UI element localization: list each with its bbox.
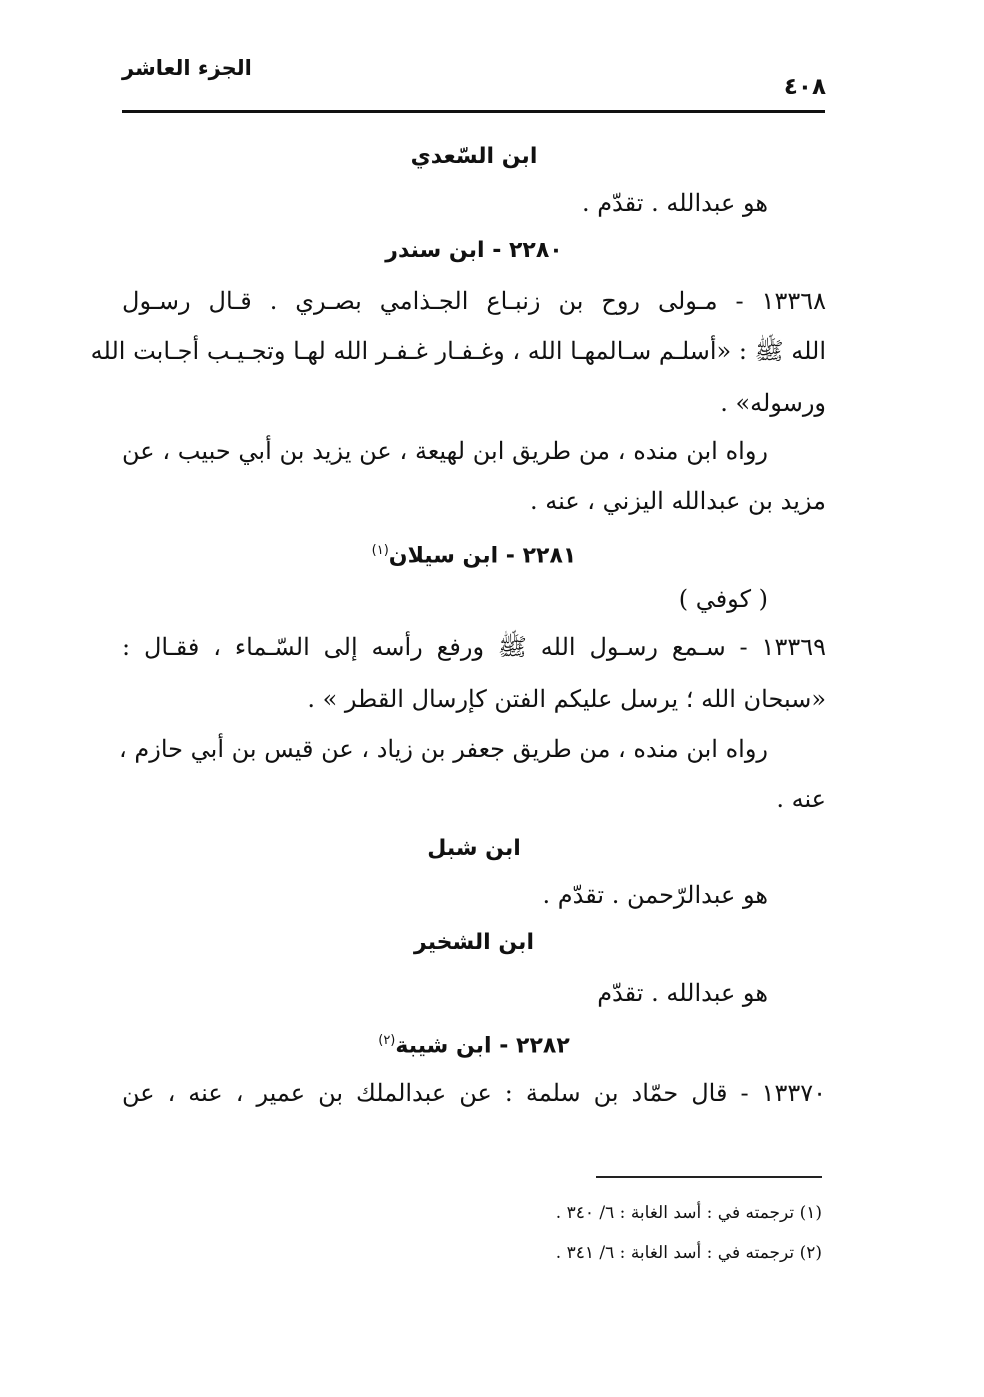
text-line: رواه ابن منده ، من طريق ابن لهيعة ، عن يزيد بن أبي حبيب ، عن: [122, 437, 769, 465]
text-line: ١٣٣٦٩ - سـمع رسـول الله ﷺ ورفع رأسه إلى السّـماء ، فقـال :: [122, 633, 826, 661]
footnote-2: (٢) ترجمته في : أسد الغابة : ٦/ ٣٤١ .: [555, 1243, 822, 1263]
entry-heading-2282-text: ٢٢٨٢ - ابن شيبة: [395, 1033, 570, 1059]
footnote-1: (١) ترجمته في : أسد الغابة : ٦/ ٣٤٠ .: [555, 1203, 822, 1223]
text-line: ورسوله» .: [720, 389, 826, 417]
text-line: هو عبدالرّحمن . تقدّم .: [542, 881, 768, 909]
page-number: ٤٠٨: [783, 74, 826, 100]
text-line: ( كوفي ): [678, 585, 768, 613]
text-line: مزيد بن عبدالله اليزني ، عنه .: [529, 487, 826, 515]
footnote-divider: [596, 1176, 822, 1178]
text-line: ١٣٣٧٠ - قال حمّاد بن سلمة : عن عبدالملك بن عمير ، عنه ، عن: [122, 1079, 826, 1107]
footnote-ref-2: (٢): [378, 1033, 396, 1048]
section-heading-ibn-shibl: ابن شبل: [427, 836, 521, 861]
text-line: هو عبدالله . تقدّم .: [581, 189, 768, 217]
text-line: عنه .: [776, 785, 826, 813]
entry-heading-2281-text: ٢٢٨١ - ابن سيلان: [388, 543, 577, 569]
header-divider: [122, 110, 825, 113]
text-line: ١٣٣٦٨ - مـولى روح بن زنبـاع الجـذامي بصـري . قـال رسـول: [122, 287, 826, 315]
text-line: «سبحان الله ؛ يرسل عليكم الفتن كإرسال القطر » .: [307, 685, 826, 713]
text-line: رواه ابن منده ، من طريق جعفر بن زياد ، عن قيس بن أبي حازم ،: [119, 735, 768, 763]
section-heading-ibn-saadi: ابن السّعدي: [410, 144, 538, 169]
section-heading-ibn-shikhkhir: ابن الشخير: [414, 930, 534, 955]
entry-heading-2280: ٢٢٨٠ - ابن سندر: [385, 238, 563, 263]
text-line: الله ﷺ : «أسلـم سـالمهـا الله ، وغـفـار غـفـر الله لهـا وتجـيـب أجـابت الله: [90, 337, 826, 365]
entry-heading-2281: [122, 534, 826, 573]
text-line: هو عبدالله . تقدّم: [597, 979, 768, 1007]
running-header-title: الجزء العاشر: [122, 56, 252, 80]
entry-heading-2282: [122, 1024, 826, 1063]
footnote-ref-1: (١): [371, 543, 389, 558]
